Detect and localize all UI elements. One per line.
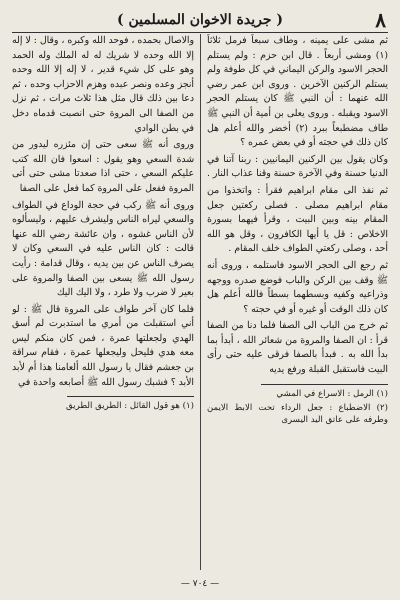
right-column xyxy=(200,34,388,570)
paragraph: والاصال بحمده ، فوحد الله وكبره ، وقال : لا إله إلا الله وحده لا شريك له له الملك وله الحمد وهو على كل شيء قدير ، لا إله إلا الله وحده أنجز وعده ونصر عبده وهزم الاحزاب وحده ، ثم دعا بين ذلك قال مثل هذا ثلاث مرات ، ثم نزل من الصفا الى المروة حتى انصبت قدماه دخل في بطن الوادي xyxy=(12,35,194,134)
page-header xyxy=(12,8,388,33)
paragraph: وكان يقول بين الركنين اليمانيين : ربنا آتنا في الدنيا حسنة وفي الآخرة حسنة وقنا عذاب النار . xyxy=(207,153,388,180)
paragraph: وروى أنه ﷺ سعى حتى إن مئزره ليدور من شدة السعي وهو يقول : اسعوا فان الله كتب عليكم السعي ، حتى اذا صعدتا مشى حتى أتى المروة ففعل على المروة كما فعل على الصفا xyxy=(12,139,194,194)
left-column xyxy=(12,34,200,570)
page-footer xyxy=(12,574,388,594)
footnote-divider xyxy=(261,384,388,385)
text-columns xyxy=(12,34,388,570)
newspaper-title: ( جريدة الاخوان المسلمين ) xyxy=(117,12,283,28)
footnote: (٢) الاضطباع : جعل الرداء تحت الابط الايمن وطرفه على عاتق اليد اليسرى xyxy=(207,403,388,426)
paragraph: ثم مشى على يمينه ، وطاف سبعاً فرمل ثلاثاً (١) ومشى أربعاً . قال ابن حزم : ولم يستلم الحجر الاسود والركن اليماني في كل طوفة ولم يستلم الركنين الآخرين . وروى ابن عمر رضي الله عنهما : أن النبي ﷺ كان يستلم الحجر الاسود ويقبله . وروى يعلى بن أمية أن النبي ﷺ طاف مضطبعاً ببرد (٢) أخضر والله أعلم هل كان ذلك في حجته أو في بعض عمره ؟ xyxy=(207,35,388,149)
footnote: (١) هو قول القائل : الطريق الطريق xyxy=(66,401,194,412)
page-marker: — ٧٠٤ — xyxy=(180,579,220,589)
paragraph: وروى أنه ﷺ ركب في حجة الوداع في الطواف والسعي ليراه الناس وليشرف عليهم ، وليسألوه لأن الناس غشوه ، وان عائشة رضي الله عنها قالت : كان الناس عليه في السعي وكان لا يصرف الناس عن بين يديه ، وقال قدامة : رأيت رسول الله ﷺ يسعى بين الصفا والمروة على بعير لا ضرب ولا طرد ، ولا اليك اليك xyxy=(12,199,194,299)
paragraph: ثم رجع الى الحجر الاسود فاستلمه ، وروى أنه ﷺ وقف بين الركن والباب فوضع صدره ووجهه وذراعيه وكفيه وبسطهما بسطاً فالله أعلم هل كان ذلك الوقت أو غيره أو في حجته ؟ xyxy=(207,259,388,315)
paragraph: فلما كان آخر طواف على المروة قال ﷺ : لو أني استقبلت من أمري ما استدبرت لم أسق الهدي ولجعلتها عمرة ، فمن كان منكم ليس معه هدي فليحل وليجعلها عمرة ، فقام سراقة بن جعشم فقال يا رسول الله ألعامنا هذا أم لأبد الأبد ؟ فشبك رسول الله ﷺ أصابعه واحدة في xyxy=(12,303,194,388)
paragraph: ثم خرج من الباب الى الصفا فلما دنا من الصفا قرأ : ان الصفا والمروة من شعائر الله ، أبدأ بما بدأ الله به . فبدأ بالصفا فرقى عليه حتى رأى البيت فاستقبل القبلة ورفع يديه xyxy=(207,320,388,376)
page-number: ٨ xyxy=(375,8,386,32)
paragraph: ثم نفذ الى مقام ابراهيم فقرأ : واتخذوا من مقام ابراهيم مصلى . فصلى ركعتين جعل المقام بينه وبين البيت ، وقرأ فيهما بسورة الاخلاص : قل يا أيها الكافرون ، وقل هو الله أحد ، وصلى ركعتي الطواف خلف المقام . xyxy=(207,184,388,255)
footnote-divider xyxy=(67,396,194,397)
footnote: (١) الرمل : الاسراع في المشي xyxy=(276,388,388,399)
